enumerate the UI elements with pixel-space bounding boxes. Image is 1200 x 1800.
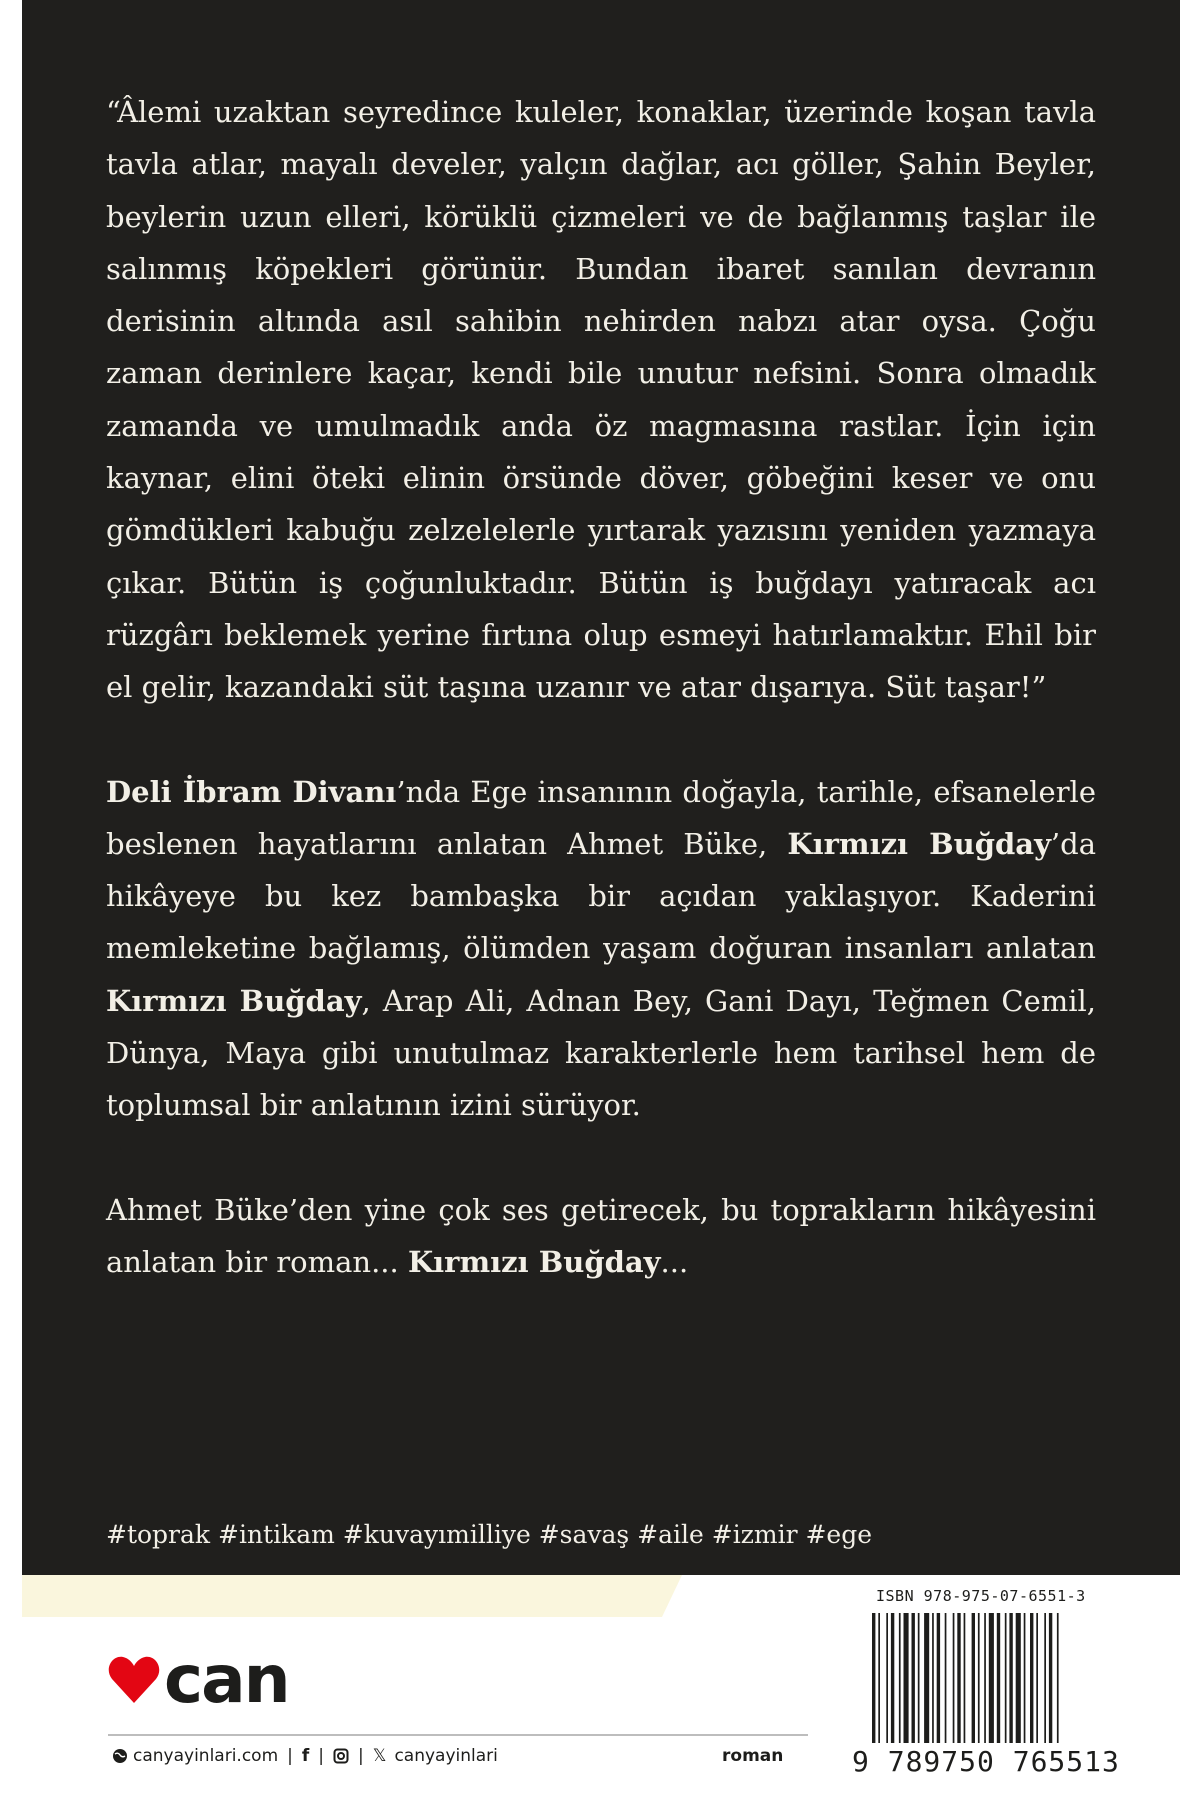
barcode-bar [1044, 1613, 1046, 1743]
barcode-bar [989, 1613, 994, 1743]
barcode-bar [1024, 1613, 1026, 1743]
barcode-bar [872, 1613, 875, 1743]
barcode-bar [899, 1613, 901, 1743]
barcode-bar [924, 1613, 929, 1743]
publisher-wordmark: can [164, 1641, 289, 1718]
barcode-bar [1016, 1613, 1021, 1743]
barcode-bar [957, 1613, 960, 1743]
dark-panel [22, 0, 1180, 1575]
barcode-bar [984, 1613, 986, 1743]
instagram-icon[interactable] [333, 1748, 349, 1764]
barcode-bar [964, 1613, 966, 1743]
barcode-digits: 9 789750 765513 [852, 1745, 1120, 1778]
facebook-icon[interactable]: f [301, 1746, 310, 1766]
barcode-bar [904, 1613, 909, 1743]
footer-divider [108, 1734, 808, 1736]
website-link[interactable]: canyayinlari.com [133, 1746, 279, 1766]
barcode-bar [1036, 1613, 1038, 1743]
barcode-bar [886, 1613, 888, 1743]
book-title: Kırmızı Buğday [787, 826, 1051, 861]
back-cover [22, 0, 1180, 1800]
barcode-bar [1005, 1613, 1007, 1743]
barcode-bar [932, 1613, 934, 1743]
barcode-bar [937, 1613, 940, 1743]
barcode-bar [972, 1613, 975, 1743]
blurb-paragraph-2: Deli İbram Divanı’nda Ege insanının doğayla, tarihle, efsanelerle beslenen hayatlarını anlatan Ahmet Büke, Kırmızı Buğday’da hikâyeye bu kez bambaşka bir açıdan yaklaşıyor. Kaderini memleketine bağlamış, ölümden yaşam doğuran insanları anlatan Kırmızı Buğday, Arap Ali, Adnan Bey, Gani Dayı, Teğmen Cemil, Dünya, Maya gibi unutulmaz karakterlerle hem tarihsel hem de toplumsal bir anlatının izini sürüyor. [106, 774, 1096, 1123]
barcode-bar [1049, 1613, 1052, 1743]
blurb-quote: “Âlemi uzaktan seyredince kuleler, konaklar, üzerinde koşan tavla tavla atlar, mayalı develer, yalçın dağlar, acı göller, Şahin Beyler, beylerin uzun elleri, körüklü çizmeleri ve de bağlanmış taşlar ile salınmış köpekleri görünür. Bundan ibaret sanılan devranın derisinin altında asıl sahibin nehirden nabzı atar oysa. Çoğu zaman derinlere kaçar, kendi bile unutur nefsini. Sonra olmadık zamanda ve umulmadık anda öz magmasına rastlar. İçin için kaynar, elini öteki elinin örsünde döver, göbeğini keser ve onu gömdükleri kabuğu zelzelelerle yırtarak yazısını yeniden yazmaya çıkar. Bütün iş çoğunluktadır. Bütün iş buğdayı yatıracak acı rüzgârı beklemek yerine fırtına olup esmeyi hatırlamaktır. Ehil bir el gelir, kazandaki süt taşına uzanır ve atar dışarıya. Süt taşar!” [106, 95, 1096, 705]
barcode [872, 1613, 1107, 1763]
barcode-bar [953, 1613, 955, 1743]
barcode-bar [997, 1613, 1000, 1743]
publisher-footer [112, 1744, 498, 1768]
publisher-logo [108, 1641, 289, 1718]
barcode-bar [1057, 1613, 1059, 1743]
separator: | [358, 1746, 364, 1766]
hashtags: #toprak #intikam #kuvayımilliye #savaş #aile #izmir #ege [106, 1520, 873, 1549]
barcode-bar [978, 1613, 980, 1743]
barcode-bar [878, 1613, 880, 1743]
heart-logo-icon [108, 1655, 160, 1705]
isbn-label: ISBN 978-975-07-6551-3 [876, 1587, 1086, 1605]
barcode-bar [891, 1613, 894, 1743]
social-handle[interactable]: canyayinlari [394, 1746, 498, 1766]
blurb-paragraph-3: Ahmet Büke’den yine çok ses getirecek, bu toprakların hikâyesini anlatan bir roman... Kırmızı Buğday... [106, 1192, 1096, 1279]
blurb [106, 86, 1096, 1288]
genre-label: roman [722, 1746, 784, 1766]
barcode-bar [945, 1613, 947, 1743]
book-title: Deli İbram Divanı [106, 774, 397, 809]
x-icon[interactable]: 𝕏 [372, 1746, 387, 1766]
barcode-bar [918, 1613, 920, 1743]
separator: | [318, 1746, 325, 1766]
barcode-bar [1030, 1613, 1033, 1743]
barcode-bar [1009, 1613, 1012, 1743]
isbn-block [812, 1575, 1122, 1800]
book-title: Kırmızı Buğday [106, 983, 362, 1018]
separator: | [287, 1746, 293, 1766]
globe-icon [112, 1748, 128, 1764]
barcode-bar [912, 1613, 915, 1743]
book-title: Kırmızı Buğday [407, 1244, 661, 1279]
